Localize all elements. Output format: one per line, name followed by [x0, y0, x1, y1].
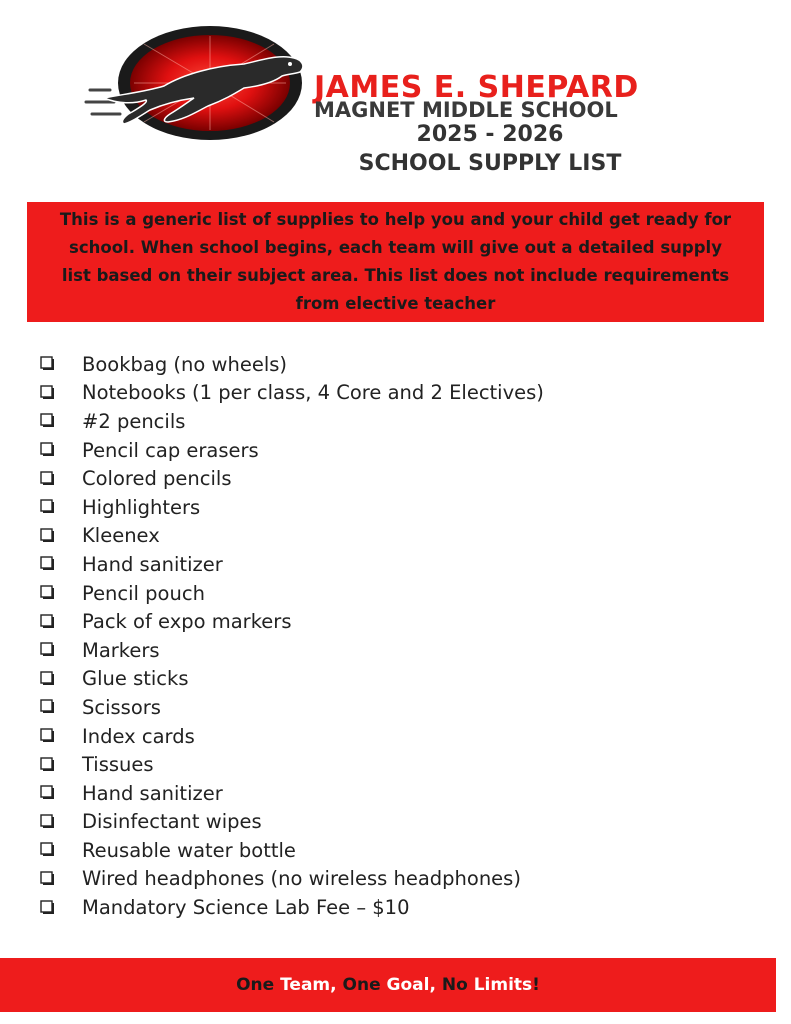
list-item	[40, 522, 544, 551]
slogan-part: Limits	[473, 975, 533, 995]
checkbox-icon	[40, 614, 82, 630]
checkbox-icon	[40, 442, 82, 458]
list-item	[40, 665, 544, 694]
checkbox-icon	[40, 871, 82, 887]
page-title: SCHOOL SUPPLY LIST	[358, 151, 622, 176]
checkbox-icon	[40, 642, 82, 658]
notice-text: This is a generic list of supplies to help you and your child get ready for school. When school begins, each team will give out a detailed supply list based on their subject area. This list does not include requirements from elective teacher	[59, 210, 732, 313]
list-item	[40, 493, 544, 522]
slogan-part: !	[532, 975, 540, 995]
checkbox-icon	[40, 757, 82, 773]
list-item	[40, 579, 544, 608]
checkbox-icon	[40, 699, 82, 715]
checkbox-icon	[40, 356, 82, 372]
slogan-part: ,	[429, 975, 442, 995]
school-year: 2025 - 2026	[416, 122, 564, 147]
checkbox-icon	[40, 671, 82, 687]
notice-banner	[27, 202, 764, 322]
school-subtitle: MAGNET MIDDLE SCHOOL	[314, 98, 618, 122]
list-item	[40, 865, 544, 894]
list-item	[40, 779, 544, 808]
slogan-part: No	[441, 975, 474, 995]
checkbox-icon	[40, 413, 82, 429]
list-item-label: Hand sanitizer	[82, 781, 223, 805]
list-item-label: Scissors	[82, 695, 161, 719]
slogan-part: ,	[330, 975, 343, 995]
checkbox-icon	[40, 814, 82, 830]
list-item	[40, 550, 544, 579]
checkbox-icon	[40, 585, 82, 601]
list-item-label: Kleenex	[82, 524, 160, 548]
list-item-label: Wired headphones (no wireless headphones)	[82, 867, 521, 891]
list-item	[40, 893, 544, 922]
list-item-label: Index cards	[82, 724, 195, 748]
list-item	[40, 379, 544, 408]
list-item	[40, 636, 544, 665]
list-item-label: Disinfectant wipes	[82, 810, 262, 834]
list-item	[40, 407, 544, 436]
list-item-label: Notebooks (1 per class, 4 Core and 2 Electives)	[82, 381, 544, 405]
list-item-label: Mandatory Science Lab Fee – $10	[82, 896, 410, 920]
list-item	[40, 808, 544, 837]
list-item-label: Hand sanitizer	[82, 552, 223, 576]
list-item-label: Bookbag (no wheels)	[82, 352, 288, 376]
list-item	[40, 750, 544, 779]
list-item-label: Highlighters	[82, 495, 201, 519]
list-item-label: Markers	[82, 638, 160, 662]
list-item-label: #2 pencils	[82, 409, 186, 433]
list-item	[40, 607, 544, 636]
list-item-label: Tissues	[82, 753, 154, 777]
list-item-label: Glue sticks	[82, 667, 189, 691]
checkbox-icon	[40, 385, 82, 401]
footer-slogan	[236, 975, 540, 995]
checkbox-icon	[40, 728, 82, 744]
footer-banner	[0, 958, 776, 1012]
list-item	[40, 464, 544, 493]
school-logo	[84, 24, 314, 142]
list-item	[40, 436, 544, 465]
list-item	[40, 693, 544, 722]
slogan-part: Goal	[386, 975, 430, 995]
checkbox-icon	[40, 842, 82, 858]
checkbox-icon	[40, 499, 82, 515]
supply-list	[40, 350, 544, 922]
checkbox-icon	[40, 556, 82, 572]
list-item-label: Pencil cap erasers	[82, 438, 259, 462]
slogan-part: Team	[280, 975, 331, 995]
list-item-label: Colored pencils	[82, 467, 232, 491]
slogan-part: One	[342, 975, 387, 995]
checkbox-icon	[40, 900, 82, 916]
list-item-label: Reusable water bottle	[82, 838, 296, 862]
list-item	[40, 350, 544, 379]
list-item	[40, 836, 544, 865]
school-name: JAMES E. SHEPARD	[314, 70, 639, 105]
panther-leaping-icon	[84, 24, 314, 142]
list-item-label: Pencil pouch	[82, 581, 205, 605]
list-item	[40, 722, 544, 751]
slogan-part: One	[236, 975, 281, 995]
checkbox-icon	[40, 785, 82, 801]
list-item-label: Pack of expo markers	[82, 610, 292, 634]
checkbox-icon	[40, 528, 82, 544]
checkbox-icon	[40, 471, 82, 487]
